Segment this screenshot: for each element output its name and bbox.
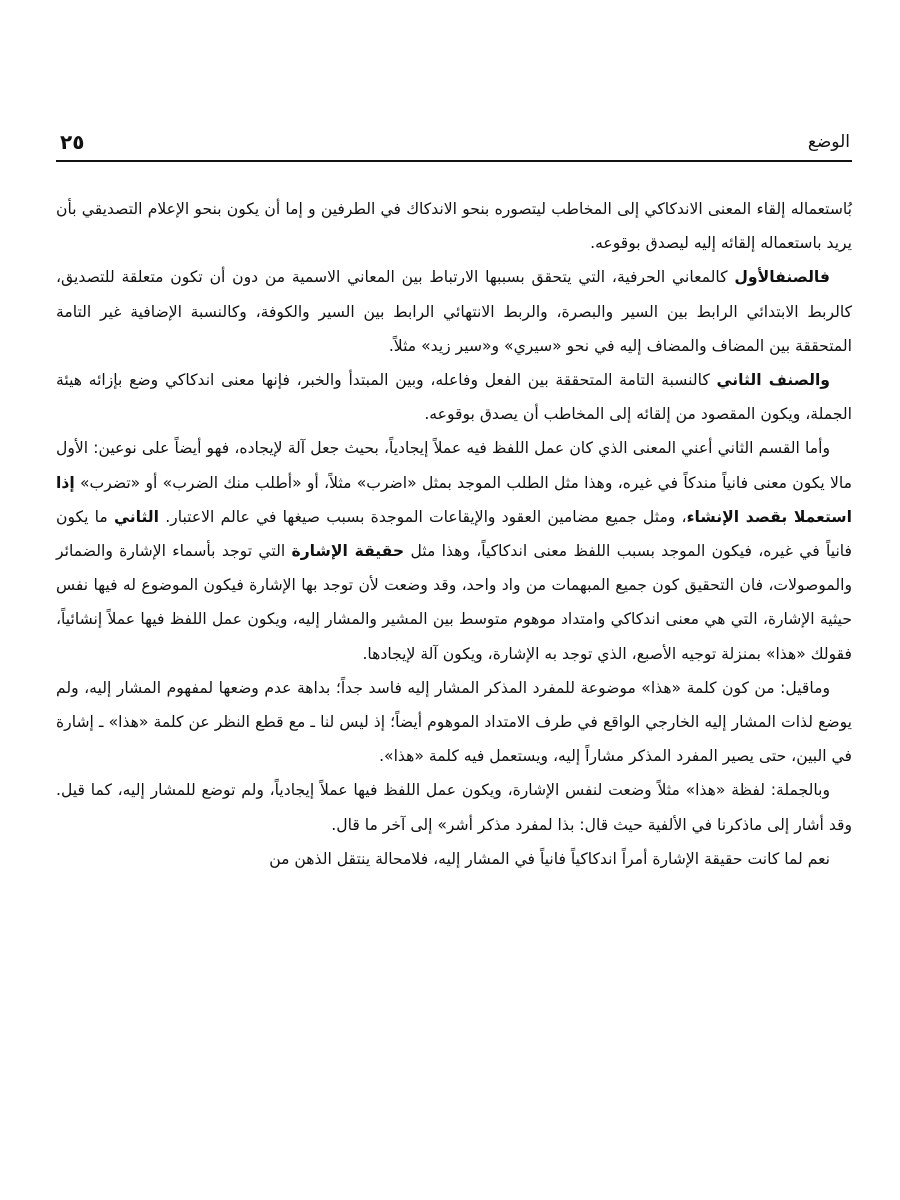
- paragraph: [56, 192, 852, 260]
- text-run: ، ومثل جميع مضامين العقود والإيقاعات الموجدة بسبب صيغها في عالم الاعتبار.: [159, 507, 687, 526]
- text-run: كالنسبة التامة المتحققة بين الفعل وفاعله، وبين المبتدأ والخبر، فإنها معنى اندكاكي وضع بإزائه هيئة الجملة، ويكون المقصود من إلقائه إلى المخاطب أن يصدق بوقوعه.: [56, 371, 852, 424]
- page-number: ٢٥: [60, 130, 85, 154]
- bold-text: فالصنف: [775, 268, 830, 287]
- paragraph: [56, 431, 852, 670]
- header-rule: [56, 160, 852, 162]
- bold-text: الأول: [734, 268, 776, 287]
- text-run: التي توجد بأسماء الإشارة والضمائر والموصولات، فان التحقيق كون جميع المبهمات من واد واحد، وقد وضعت لأن توجد بها الإشارة فيكون الموضوع له فيها نفس حيثية الإشارة، التي هي معنى اندكاكي وامتداد موهوم متوسط بين المشير والمشار إليه، ويكون عمل اللفظ فيها عملاً إنشائياً، فقولك «هذا» بمنزلة توجيه الأصبع، الذي توجد به الإشارة، ويكون آلة لإيجادها.: [56, 542, 852, 663]
- paragraph: [56, 363, 852, 431]
- bold-text: حقيقة الإشارة: [291, 542, 405, 561]
- running-header: [58, 130, 850, 156]
- text-run: وأما القسم الثاني أعني المعنى الذي كان عمل اللفظ فيه عملاً إيجادياً، بحيث جعل آلة لإيجاده، فهو أيضاً على نوعين: الأول مالا يكون معنى فانياً مندكاً في غيره، وهذا مثل الطلب الموجد بمثل «اضرب» مثلاً، أو «أطلب منك الضرب» أو «تضرب»: [56, 439, 852, 492]
- body-text: [56, 192, 852, 1180]
- paragraph: [56, 842, 852, 876]
- paragraph: [56, 773, 852, 841]
- paragraph: [56, 671, 852, 774]
- text-run: وماقيل: من كون كلمة «هذا» موضوعة للمفرد المذكر المشار إليه فاسد جداً؛ بداهة عدم وضعها لمفهوم المشار إليه، ولم يوضع لذات المشار إليه الخارجي الواقع في طرف الامتداد الموهوم أيضاً؛ إذ ليس لنا ـ مع قطع النظر عن كلمة «هذا» ـ إشارة في البين، حتى يصير المفرد المذكر مشاراً إليه، ويستعمل فيه كلمة «هذا».: [56, 678, 852, 766]
- text-run: كالمعاني الحرفية، التي يتحقق بسببها الارتباط بين المعاني الاسمية من دون أن تكون متعلقة للتصديق، كالربط الابتدائي الرابط بين السير والبصرة، والربط الانتهائي الرابط بين السير والكوفة، وكالنسبة الإضافية غير التامة المتحققة بين المضاف والمضاف إليه في نحو «سيري» و«سير زيد» مثلاً.: [56, 268, 852, 355]
- bold-text: إذا استعملا بقصد الإنشاء: [56, 473, 852, 526]
- paragraph: [56, 260, 852, 363]
- chapter-title: الوضع: [807, 132, 850, 152]
- text-run: وبالجملة: لفظة «هذا» مثلاً وضعت لنفس الإشارة، ويكون عمل اللفظ فيها عملاً إيجادياً، ولم توضع للمشار إليه، كما قيل. وقد أشار إلى ماذكرنا في الألفية حيث قال: بذا لمفرد مذكر أشر» إلى آخر ما قال.: [56, 781, 852, 834]
- bold-text: الثاني: [113, 507, 160, 526]
- text-run: بُاستعماله إلقاء المعنى الاندكاكي إلى المخاطب ليتصوره بنحو الاندكاك في الطرفين و إما أن يكون بنحو الإعلام التصديقي بأن يريد باستعماله إلقائه إليه ليصدق بوقوعه.: [56, 200, 852, 253]
- text-run: نعم لما كانت حقيقة الإشارة أمراً اندكاكياً فانياً في المشار إليه، فلامحالة ينتقل الذهن من: [269, 849, 830, 868]
- text-run: ما يكون فانياً في غيره، فيكون الموجد بسبب اللفظ معنى اندكاكياً، وهذا مثل: [56, 507, 852, 561]
- bold-text: والصنف الثاني: [716, 371, 830, 390]
